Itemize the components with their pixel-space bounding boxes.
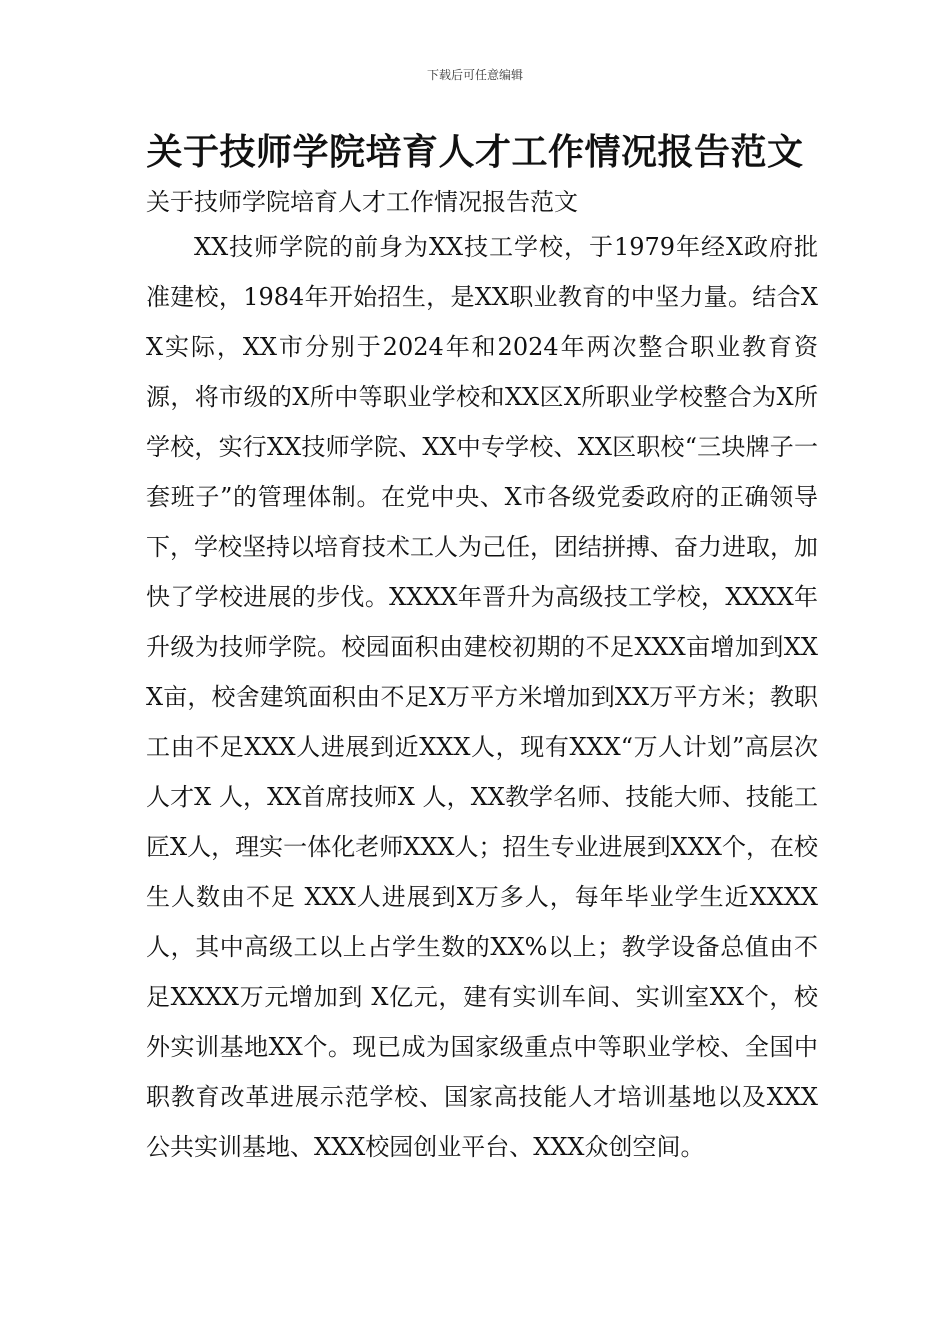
header-note: 下载后可任意编辑 — [426, 68, 523, 82]
body-paragraph: XX技师学院的前身为XX技工学校，于1979年经X政府批准建校，1984年开始招生，是XX职业教育的中坚力量。结合XX实际，XX市分别于2024年和2024年两次整合职业教育资源，将市级的X所中等职业学校和XX区X所职业学校整合为X所学校，实行XX技师学院、XX中专学校、XX区职校“三块牌子一套班子”的管理体制。在党中央、X市各级党委政府的正确领导下，学校坚持以培育技术工人为己任，团结拼搏、奋力进取，加快了学校进展的步伐。XXXX年晋升为高级技工学校，XXXX年升级为技师学院。校园面积由建校初期的不足XXX亩增加到XXX亩，校舍建筑面积由不足X万平方米增加到XX万平方米；教职工由不足XXX人进展到近XXX人，现有XXX“万人计划”高层次人才X 人，XX首席技师X 人，XX教学名师、技能大师、技能工匠X人，理实一体化老师XXX人；招生专业进展到XXX个，在校生人数由不足 XXX人进展到X万多人，每年毕业学生近XXXX人，其中高级工以上占学生数的XX%以上；教学设备总值由不足XXXX万元增加到 X亿元，建有实训车间、实训室XX个，校外实训基地XX个。现已成为国家级重点中等职业学校、全国中职教育改革进展示范学校、国家高技能人才培训基地以及XXX 公共实训基地、XXX校园创业平台、XXX众创空间。 — [146, 233, 818, 1161]
document-title: 关于技师学院培育人才工作情况报告范文 — [146, 132, 804, 173]
document-subtitle: 关于技师学院培育人才工作情况报告范文 — [146, 188, 578, 216]
